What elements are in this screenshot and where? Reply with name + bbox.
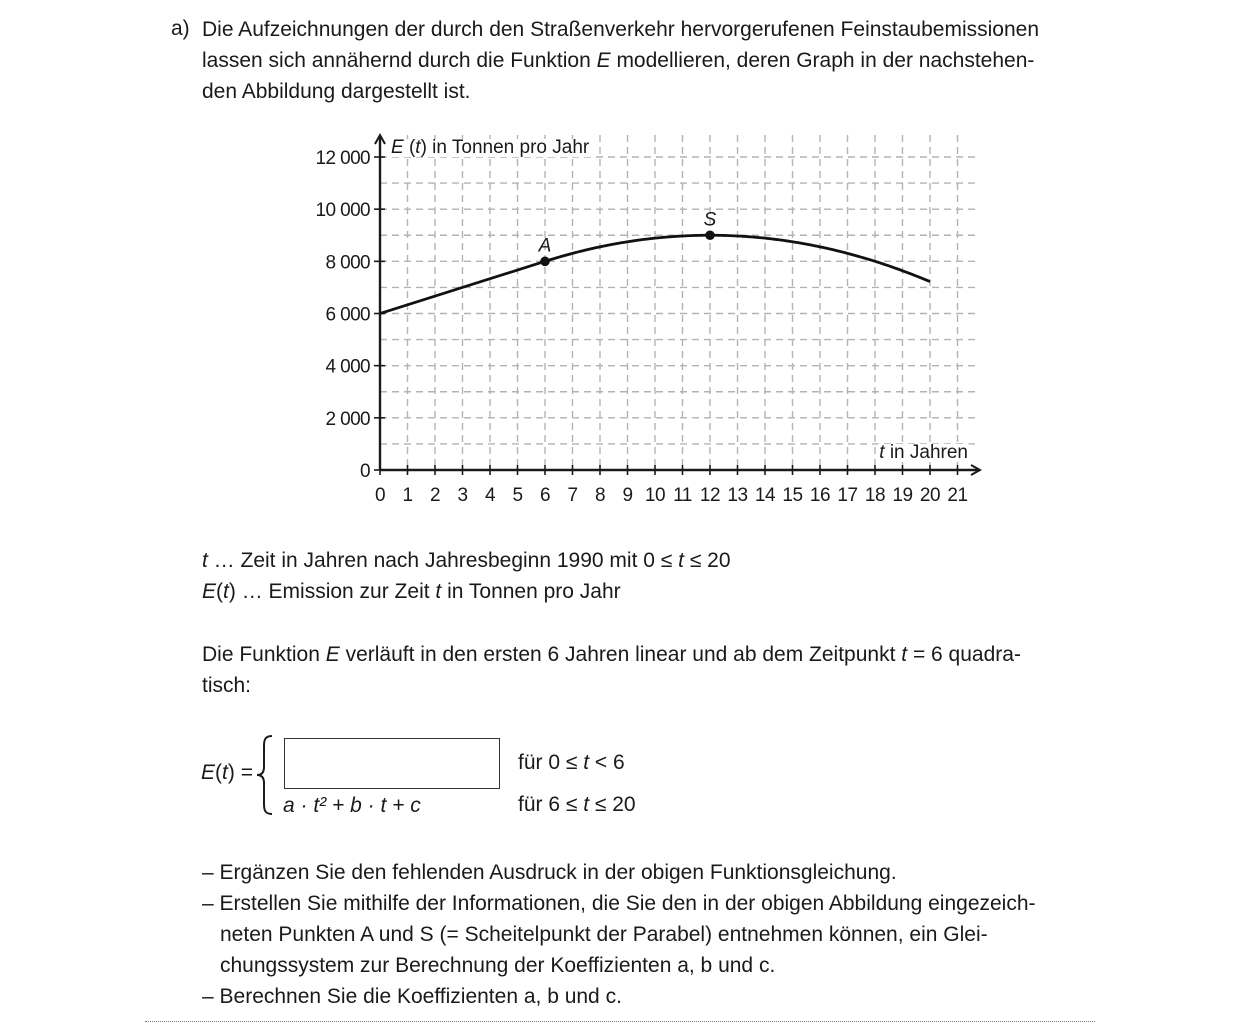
task-item-1: – Ergänzen Sie den fehlenden Ausdruck in der obigen Funktionsgleichung. bbox=[202, 861, 897, 884]
x-tick-label: 0 bbox=[374, 485, 386, 506]
point-label-A: A bbox=[538, 235, 552, 257]
x-tick-label: 17 bbox=[837, 485, 858, 506]
task-item-2: – Erstellen Sie mithilfe der Informationen, die Sie den in der obigen Abbildung eingezeich- bbox=[202, 892, 1036, 915]
x-tick-label: 21 bbox=[947, 485, 968, 506]
definition-t: t … Zeit in Jahren nach Jahresbeginn 1990 mit 0 ≤ t ≤ 20 bbox=[202, 549, 731, 572]
point-label-S: S bbox=[703, 209, 717, 231]
y-axis-label: E (t) in Tonnen pro Jahr bbox=[391, 137, 590, 158]
x-tick-label: 5 bbox=[512, 485, 523, 506]
x-tick-label: 20 bbox=[919, 485, 941, 506]
x-tick-label: 19 bbox=[892, 485, 913, 506]
point-A bbox=[540, 257, 550, 267]
x-tick-label: 14 bbox=[754, 485, 776, 506]
task-item-2-cont: neten Punkten A und S (= Scheitelpunkt der Parabel) entnehmen können, ein Glei- bbox=[220, 923, 988, 946]
y-tick-label: 4 000 bbox=[325, 356, 370, 378]
answer-box[interactable] bbox=[284, 738, 500, 789]
x-tick-label: 13 bbox=[727, 485, 748, 506]
x-tick-label: 15 bbox=[782, 485, 803, 506]
x-tick-label: 6 bbox=[539, 485, 551, 506]
description bbox=[202, 639, 1021, 701]
x-tick-label: 18 bbox=[864, 485, 886, 506]
task-item-2-cont2: chungssystem zur Berechnung der Koeffizienten a, b und c. bbox=[220, 954, 776, 977]
y-tick-label: 2 000 bbox=[325, 408, 370, 430]
y-tick-label: 12 000 bbox=[315, 148, 370, 169]
y-tick-label: 8 000 bbox=[325, 252, 370, 274]
case2-condition: für 6 ≤ t ≤ 20 bbox=[518, 793, 636, 816]
x-tick-label: 10 bbox=[644, 485, 666, 506]
y-tick-label: 6 000 bbox=[325, 304, 370, 326]
point-S bbox=[705, 230, 715, 240]
formula-lhs: E(t) = bbox=[201, 761, 253, 784]
chart-ticks bbox=[315, 148, 967, 506]
x-tick-label: 3 bbox=[457, 485, 468, 506]
intro-line-1: Die Aufzeichnungen der durch den Straßenverkehr hervorgerufenen Feinstaubemissionen bbox=[202, 18, 1040, 41]
intro-line-3: den Abbildung dargestellt ist. bbox=[202, 80, 471, 103]
x-tick-label: 16 bbox=[809, 485, 831, 506]
x-tick-label: 8 bbox=[594, 485, 606, 506]
page-divider bbox=[145, 1021, 1095, 1022]
x-tick-label: 4 bbox=[484, 485, 496, 506]
case2-expression: a · t² + b · t + c bbox=[283, 794, 421, 817]
intro-line-2: lassen sich annähernd durch die Funktion E modellieren, deren Graph in der nachstehen- bbox=[202, 49, 1035, 72]
x-tick-label: 12 bbox=[699, 485, 721, 506]
task-label: a) bbox=[171, 17, 190, 40]
task-list bbox=[202, 857, 1036, 1012]
definitions bbox=[202, 545, 731, 607]
case1-condition: für 0 ≤ t < 6 bbox=[518, 751, 625, 774]
x-tick-label: 11 bbox=[673, 485, 692, 506]
x-tick-label: 7 bbox=[567, 485, 578, 506]
definition-E: E(t) … Emission zur Zeit t in Tonnen pro Jahr bbox=[202, 580, 621, 603]
task-item-3: – Berechnen Sie die Koeffizienten a, b und c. bbox=[202, 985, 622, 1008]
x-tick-label: 9 bbox=[622, 485, 633, 506]
curly-brace-icon bbox=[255, 734, 277, 816]
x-tick-label: 1 bbox=[402, 485, 413, 506]
y-tick-label: 10 000 bbox=[315, 200, 370, 222]
x-tick-label: 2 bbox=[429, 485, 441, 506]
description-line-2: tisch: bbox=[202, 674, 252, 697]
chart-labels bbox=[390, 137, 969, 463]
chart-axes bbox=[375, 135, 980, 475]
y-tick-label: 0 bbox=[360, 461, 370, 482]
chart-grid bbox=[380, 135, 980, 470]
x-axis-label: t in Jahren bbox=[879, 442, 968, 463]
description-line-1: Die Funktion E verläuft in den ersten 6 Jahren linear und ab dem Zeitpunkt t = 6 quadra- bbox=[202, 643, 1021, 666]
